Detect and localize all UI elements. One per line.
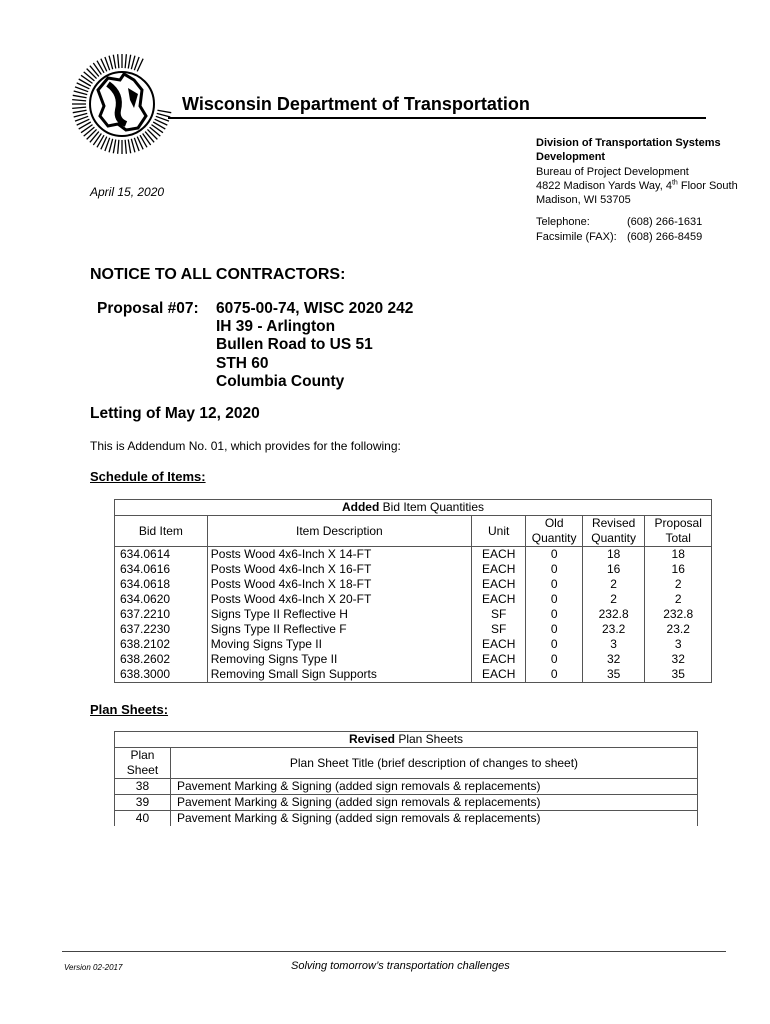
cell-description: Removing Small Sign Supports [207, 667, 471, 683]
cell-bid-item: 634.0618 [115, 577, 208, 592]
cell-bid-item: 638.3000 [115, 667, 208, 683]
col-header-sheet-title: Plan Sheet Title (brief description of changes to sheet) [170, 748, 697, 779]
proposal-line: Columbia County [216, 372, 345, 390]
cell-unit: EACH [471, 577, 525, 592]
cell-old-quantity: 0 [526, 652, 582, 667]
addendum-intro: This is Addendum No. 01, which provides for the following: [90, 439, 401, 453]
cell-bid-item: 637.2230 [115, 622, 208, 637]
title-rule [168, 117, 706, 119]
cell-old-quantity: 0 [526, 547, 582, 563]
cell-unit: SF [471, 622, 525, 637]
plan-sheets-table [114, 731, 698, 826]
cell-proposal-total: 16 [645, 562, 712, 577]
proposal-line: IH 39 - Arlington [216, 318, 336, 336]
table-row [115, 577, 712, 592]
proposal-line: STH 60 [216, 354, 269, 372]
cell-unit: EACH [471, 637, 525, 652]
proposal-line: 6075-00-74, WISC 2020 242 [216, 300, 414, 317]
cell-description: Posts Wood 4x6-Inch X 14-FT [207, 547, 471, 563]
cell-revised-quantity: 35 [582, 667, 645, 683]
agency-title: Wisconsin Department of Transportation [182, 94, 530, 114]
cell-old-quantity: 0 [526, 667, 582, 683]
proposal-label: Proposal #07: [97, 300, 199, 317]
cell-bid-item: 638.2602 [115, 652, 208, 667]
table-row [115, 637, 712, 652]
table-row [115, 811, 698, 827]
cell-old-quantity: 0 [526, 607, 582, 622]
cell-old-quantity: 0 [526, 577, 582, 592]
col-header-old-quantity: Old Quantity [526, 516, 582, 547]
cell-description: Removing Signs Type II [207, 652, 471, 667]
cell-unit: EACH [471, 652, 525, 667]
letter-date: April 15, 2020 [90, 185, 165, 199]
cell-description: Posts Wood 4x6-Inch X 18-FT [207, 577, 471, 592]
plan-sheets-heading: Plan Sheets: [90, 702, 169, 717]
telephone-line [536, 215, 702, 230]
cell-revised-quantity: 18 [582, 547, 645, 563]
cell-bid-item: 634.0616 [115, 562, 208, 577]
cell-revised-quantity: 3 [582, 637, 645, 652]
fax-line [536, 230, 702, 245]
table-caption: Added Bid Item Quantities [115, 500, 712, 516]
cell-unit: EACH [471, 547, 525, 563]
cell-unit: EACH [471, 592, 525, 607]
col-header-unit: Unit [471, 516, 525, 547]
cell-description: Posts Wood 4x6-Inch X 16-FT [207, 562, 471, 577]
division-name-line2: Development [536, 151, 606, 164]
table-row [115, 607, 712, 622]
table-row [115, 592, 712, 607]
cell-plan-sheet: 38 [115, 779, 171, 795]
division-name-line1: Division of Transportation Systems [536, 137, 721, 149]
cell-revised-quantity: 232.8 [582, 607, 645, 622]
cell-description: Signs Type II Reflective F [207, 622, 471, 637]
col-header-description: Item Description [207, 516, 471, 547]
cell-bid-item: 637.2210 [115, 607, 208, 622]
cell-description: Posts Wood 4x6-Inch X 20-FT [207, 592, 471, 607]
cell-proposal-total: 18 [645, 547, 712, 563]
proposal-details [216, 300, 413, 391]
wisdot-logo [68, 50, 176, 158]
cell-proposal-total: 232.8 [645, 607, 712, 622]
cell-description: Moving Signs Type II [207, 637, 471, 652]
col-header-plan-sheet: Plan Sheet [115, 748, 171, 779]
cell-proposal-total: 3 [645, 637, 712, 652]
street-address: 4822 Madison Yards Way, 4th Floor South [536, 179, 738, 192]
cell-revised-quantity: 2 [582, 592, 645, 607]
table-row [115, 547, 712, 563]
col-header-revised-quantity: Revised Quantity [582, 516, 645, 547]
table-row [115, 652, 712, 667]
notice-heading: NOTICE TO ALL CONTRACTORS: [90, 266, 346, 283]
col-header-bid-item: Bid Item [115, 516, 208, 547]
cell-revised-quantity: 16 [582, 562, 645, 577]
cell-proposal-total: 32 [645, 652, 712, 667]
cell-revised-quantity: 2 [582, 577, 645, 592]
cell-old-quantity: 0 [526, 592, 582, 607]
contact-block [536, 215, 702, 244]
schedule-heading: Schedule of Items: [90, 469, 206, 484]
cell-bid-item: 634.0614 [115, 547, 208, 563]
division-address-block [536, 136, 738, 207]
telephone-number: (608) 266-1631 [627, 216, 703, 228]
table-row [115, 562, 712, 577]
fax-label: Facsimile (FAX): [536, 230, 617, 243]
cell-old-quantity: 0 [526, 622, 582, 637]
letting-date: Letting of May 12, 2020 [90, 405, 260, 422]
cell-proposal-total: 35 [645, 667, 712, 683]
cell-revised-quantity: 32 [582, 652, 645, 667]
table-row [115, 779, 698, 795]
cell-old-quantity: 0 [526, 562, 582, 577]
table-caption: Revised Plan Sheets [115, 732, 698, 748]
table-row [115, 622, 712, 637]
footer-rule [62, 951, 726, 952]
footer-tagline: Solving tomorrow’s transportation challenges [291, 960, 510, 972]
cell-revised-quantity: 23.2 [582, 622, 645, 637]
col-header-proposal-total: Proposal Total [645, 516, 712, 547]
cell-bid-item: 634.0620 [115, 592, 208, 607]
cell-proposal-total: 2 [645, 577, 712, 592]
version-label: Version 02-2017 [64, 963, 123, 972]
fax-number: (608) 266-8459 [627, 230, 703, 243]
proposal-line: Bullen Road to US 51 [216, 336, 373, 354]
city-state-zip: Madison, WI 53705 [536, 194, 631, 207]
cell-unit: SF [471, 607, 525, 622]
table-row [115, 667, 712, 683]
cell-unit: EACH [471, 667, 525, 683]
cell-sheet-title: Pavement Marking & Signing (added sign removals & replacements) [170, 779, 697, 795]
cell-sheet-title: Pavement Marking & Signing (added sign removals & replacements) [170, 811, 697, 827]
cell-proposal-total: 23.2 [645, 622, 712, 637]
bureau-name: Bureau of Project Development [536, 165, 689, 178]
cell-plan-sheet: 40 [115, 811, 171, 827]
cell-bid-item: 638.2102 [115, 637, 208, 652]
telephone-label: Telephone: [536, 216, 590, 228]
cell-sheet-title: Pavement Marking & Signing (added sign removals & replacements) [170, 795, 697, 811]
cell-unit: EACH [471, 562, 525, 577]
cell-plan-sheet: 39 [115, 795, 171, 811]
table-row [115, 795, 698, 811]
cell-old-quantity: 0 [526, 637, 582, 652]
bid-items-table [114, 499, 712, 683]
cell-proposal-total: 2 [645, 592, 712, 607]
cell-description: Signs Type II Reflective H [207, 607, 471, 622]
